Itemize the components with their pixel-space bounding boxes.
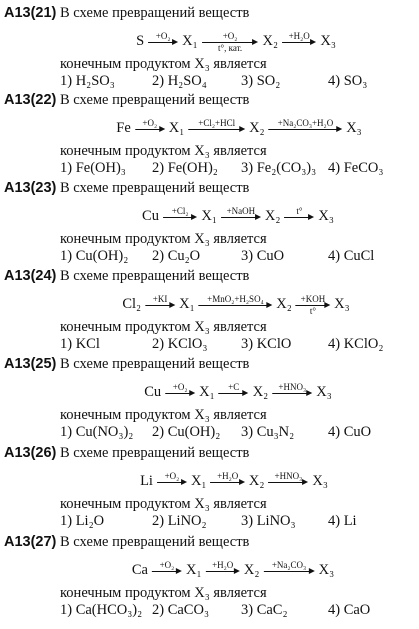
arrow-shaft [157, 482, 184, 483]
scheme-start-substance: Li [140, 473, 153, 489]
problem-number: A13(24) [4, 268, 57, 284]
arrow-head-icon [234, 568, 240, 574]
scheme-product: X₂ [249, 120, 265, 136]
arrow-shaft [199, 305, 270, 306]
reaction-arrow [199, 296, 273, 312]
scheme-product: X₁ [190, 473, 207, 489]
problem-intro: В схеме превращений веществ [60, 92, 250, 108]
answer-option[interactable]: 1) KCl [60, 336, 100, 352]
problem-number: A13(21) [4, 5, 57, 21]
arrow-shaft [152, 571, 179, 572]
answer-option[interactable]: 3) CaC₂ [241, 602, 288, 618]
arrow-shaft [148, 42, 175, 43]
arrow-head-icon [239, 479, 245, 485]
answer-option[interactable]: 2) H₂SO₄ [152, 73, 207, 89]
answer-option[interactable]: 4) CuO [328, 424, 372, 440]
reaction-arrow [152, 562, 182, 578]
arrow-head-icon [309, 568, 315, 574]
reaction-arrow [219, 384, 249, 400]
reagent-above: +KI [152, 294, 168, 304]
reagent-above: +KOH [300, 294, 326, 304]
answer-option[interactable]: 4) CuCl [328, 248, 375, 264]
reaction-scheme [139, 473, 329, 489]
reaction-arrow [269, 120, 343, 136]
scheme-product: X₁ [168, 120, 185, 136]
scheme-product: X₁ [185, 562, 202, 578]
scheme-start-substance: Cu [142, 208, 159, 224]
scheme-product: X₁ [182, 33, 198, 49]
scheme-product: X₂ [262, 33, 279, 49]
arrow-head-icon [169, 302, 175, 308]
reagent-above: +H₂O [288, 31, 310, 41]
scheme-start-substance: Cl₂ [122, 296, 142, 312]
scheme-product: X₁ [179, 296, 195, 312]
answer-option[interactable]: 2) Cu(OH)₂ [152, 424, 221, 440]
answer-option[interactable]: 1) Ca(HCO₃)₂ [60, 602, 143, 618]
reagent-above: +Na₂CO₃ [271, 560, 307, 570]
arrow-shaft [188, 129, 242, 130]
answer-option[interactable]: 3) Cu₃N₂ [241, 424, 295, 440]
answer-option[interactable]: 4) FeCO₃ [328, 160, 384, 176]
problem-block [0, 532, 419, 621]
arrow-shaft [219, 393, 246, 394]
reaction-arrow [263, 562, 314, 578]
arrow-head-icon [181, 479, 187, 485]
scheme-start-substance: Ca [131, 562, 148, 578]
question-text: конечным продуктом X₃ является [60, 56, 267, 72]
reaction-arrow [221, 208, 261, 224]
problem-heading [4, 445, 249, 461]
scheme-product: X₃ [334, 296, 350, 312]
scheme-start-substance: Fe [116, 120, 131, 136]
arrow-shaft [284, 217, 311, 218]
arrow-shaft [163, 217, 194, 218]
reaction-arrow [163, 208, 197, 224]
arrow-shaft [272, 393, 309, 394]
condition-below: t° [309, 306, 316, 316]
question-text: конечным продуктом X₃ является [60, 407, 267, 423]
arrow-shaft [165, 393, 192, 394]
reaction-scheme [135, 31, 337, 53]
problem-number: A13(26) [4, 445, 57, 461]
problem-block [0, 443, 419, 532]
answer-option[interactable]: 4) KClO₂ [328, 336, 384, 352]
reaction-arrow [206, 562, 240, 578]
reagent-above: +O₂ [172, 382, 188, 392]
reaction-arrow [272, 384, 312, 400]
scheme-product: X₃ [318, 562, 335, 578]
problem-heading [4, 356, 249, 372]
reaction-arrow [148, 33, 178, 49]
reaction-arrow [296, 294, 330, 316]
scheme-start-substance: Cu [144, 384, 162, 400]
reaction-arrow [135, 120, 165, 136]
arrow-head-icon [266, 302, 272, 308]
reagent-above: +C [228, 382, 240, 392]
question-text: конечным продуктом X₃ является [60, 231, 267, 247]
reagent-above: +H₂O [217, 471, 239, 481]
answer-option[interactable]: 1) H₂SO₃ [60, 73, 115, 89]
problem-intro: В схеме превращений веществ [60, 445, 250, 461]
problem-intro: В схеме превращений веществ [60, 534, 250, 550]
problem-block [0, 266, 419, 355]
reaction-arrow [282, 33, 316, 49]
scheme-product: X₂ [276, 296, 292, 312]
question-text: конечным продуктом X₃ является [60, 319, 267, 335]
scheme-product: X₃ [320, 33, 336, 49]
problem-heading [4, 268, 249, 284]
problem-block [0, 354, 419, 443]
arrow-head-icon [189, 390, 195, 396]
reaction-scheme [115, 120, 362, 136]
answer-option[interactable]: 2) Fe(OH)₂ [152, 160, 218, 176]
reagent-above: +O₂ [222, 31, 238, 41]
scheme-product: X₃ [316, 384, 332, 400]
arrow-head-icon [336, 126, 342, 132]
arrow-shaft [263, 571, 311, 572]
reagent-above: +HNO₃ [274, 471, 303, 481]
condition-below: t°, кат. [218, 43, 243, 53]
problem-block [0, 3, 419, 92]
problem-number: A13(23) [4, 180, 57, 196]
arrow-head-icon [159, 126, 165, 132]
reagent-above: +O₂ [164, 471, 180, 481]
arrow-shaft [221, 217, 258, 218]
answer-option[interactable]: 4) Li [328, 513, 357, 529]
reagent-above: +HNO₃ [278, 382, 307, 392]
scheme-product: X₂ [252, 384, 269, 400]
scheme-product: X₂ [243, 562, 260, 578]
arrow-head-icon [310, 39, 316, 45]
problem-intro: В схеме превращений веществ [60, 268, 250, 284]
reaction-scheme [143, 384, 333, 400]
answer-option[interactable]: 2) Cu₂O [152, 248, 201, 264]
problem-block [0, 178, 419, 267]
scheme-product: X₃ [318, 208, 334, 224]
answer-option[interactable]: 4) SO₃ [328, 73, 368, 89]
reagent-above: +Cl₂+HCl [198, 118, 236, 128]
reagent-above: +Na₂CO₃+H₂O [277, 118, 334, 128]
reaction-arrow [210, 473, 244, 489]
reaction-arrow [157, 473, 187, 489]
arrow-shaft [145, 305, 172, 306]
scheme-product: X₁ [199, 384, 215, 400]
arrow-shaft [210, 482, 241, 483]
reagent-above: +O₂ [142, 118, 158, 128]
answer-option[interactable]: 3) KClO [241, 336, 292, 352]
arrow-head-icon [243, 390, 249, 396]
reaction-arrow [284, 208, 314, 224]
scheme-start-substance: S [136, 33, 145, 49]
arrow-head-icon [306, 390, 312, 396]
arrow-head-icon [302, 479, 308, 485]
answer-option[interactable]: 2) CaCO₃ [152, 602, 210, 618]
answer-option[interactable]: 4) CaO [328, 602, 371, 618]
arrow-head-icon [252, 39, 258, 45]
problem-heading [4, 92, 249, 108]
answer-option[interactable]: 3) SO₂ [241, 73, 281, 89]
scheme-product: X₃ [346, 120, 362, 136]
problem-intro: В схеме превращений веществ [60, 356, 250, 372]
answer-option[interactable]: 1) Cu(NO₃)₂ [60, 424, 134, 440]
problem-intro: В схеме превращений веществ [60, 5, 250, 21]
arrow-shaft [269, 129, 340, 130]
arrow-shaft [268, 482, 305, 483]
reaction-arrow [188, 120, 245, 136]
answer-option[interactable]: 3) LiNO₃ [241, 513, 296, 529]
arrow-head-icon [255, 214, 261, 220]
reagent-above: +MnO₂+H₂SO₄ [207, 294, 264, 304]
question-text: конечным продуктом X₃ является [60, 496, 267, 512]
reaction-arrow [268, 473, 308, 489]
reaction-scheme [141, 208, 335, 224]
scheme-product: X₂ [248, 473, 265, 489]
answer-option[interactable]: 2) KClO₃ [152, 336, 208, 352]
scheme-product: X₃ [312, 473, 328, 489]
problem-number: A13(25) [4, 356, 57, 372]
reagent-above: +NaOH [226, 206, 256, 216]
arrow-head-icon [239, 126, 245, 132]
problem-intro: В схеме превращений веществ [60, 180, 250, 196]
reagent-above: +H₂O [212, 560, 234, 570]
scheme-product: X₂ [264, 208, 281, 224]
reagent-above: +Cl₂ [171, 206, 189, 216]
answer-option[interactable]: 3) Fe₂(CO₃)₃ [241, 160, 317, 176]
problem-number: A13(22) [4, 92, 57, 108]
answer-option[interactable]: 1) Cu(OH)₂ [60, 248, 129, 264]
reagent-above: t° [296, 206, 303, 216]
arrow-head-icon [172, 39, 178, 45]
answer-option[interactable]: 1) Li₂O [60, 513, 105, 529]
reaction-arrow [145, 296, 175, 312]
reaction-arrow [165, 384, 195, 400]
arrow-shaft [282, 42, 313, 43]
reagent-above: +O₂ [159, 560, 175, 570]
reaction-arrow [202, 31, 259, 53]
arrow-shaft [206, 571, 237, 572]
answer-option[interactable]: 2) LiNO₂ [152, 513, 207, 529]
reaction-scheme [131, 562, 335, 578]
question-text: конечным продуктом X₃ является [60, 585, 267, 601]
arrow-head-icon [176, 568, 182, 574]
problem-heading [4, 180, 249, 196]
problem-heading [4, 5, 249, 21]
problem-heading [4, 534, 249, 550]
question-text: конечным продуктом X₃ является [60, 143, 267, 159]
reagent-above: +O₂ [155, 31, 171, 41]
arrow-shaft [135, 129, 162, 130]
answer-option[interactable]: 1) Fe(OH)₃ [60, 160, 126, 176]
arrow-head-icon [308, 214, 314, 220]
problem-block [0, 90, 419, 179]
arrow-head-icon [191, 214, 197, 220]
answer-option[interactable]: 3) CuO [241, 248, 285, 264]
problem-number: A13(27) [4, 534, 57, 550]
reaction-scheme [121, 294, 350, 316]
scheme-product: X₁ [201, 208, 217, 224]
